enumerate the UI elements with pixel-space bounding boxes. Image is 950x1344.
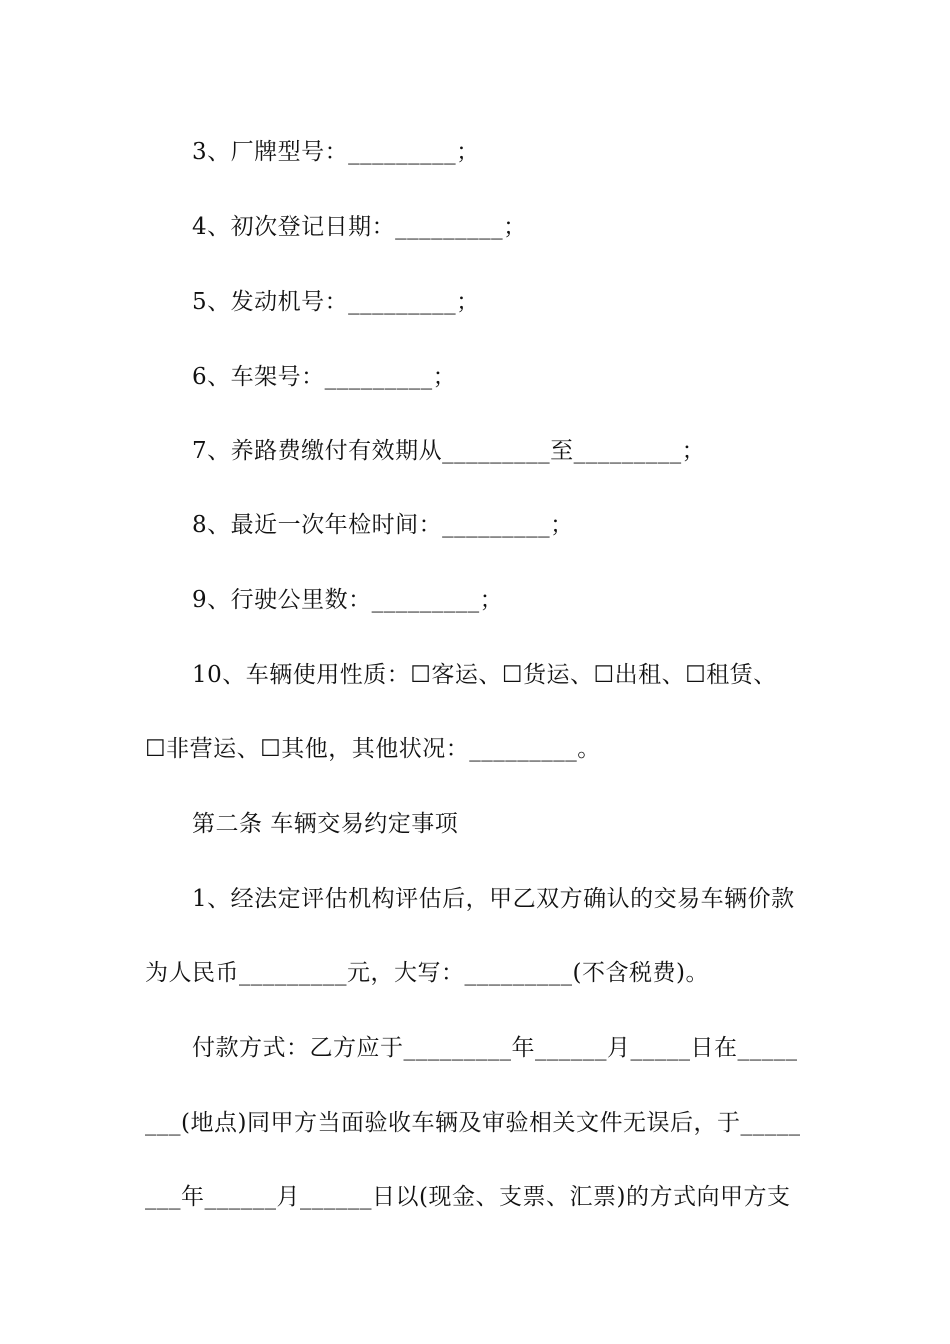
payment-method: 付款方式：乙方应于_________年______月_____日在_____ [192,1035,798,1061]
item-last-inspection: 8、最近一次年检时间：_________； [192,512,574,538]
item-engine-number: 5、发动机号：_________； [192,289,480,315]
item-brand-model: 3、厂牌型号：_________； [192,139,480,165]
item-frame-number: 6、车架号：_________； [192,364,457,390]
item-road-fee-validity: 7、养路费缴付有效期从_________至_________； [192,438,706,464]
section-heading-article-2: 第二条 车辆交易约定事项 [192,811,459,837]
item-mileage: 9、行驶公里数：_________； [192,587,504,613]
item-first-registration: 4、初次登记日期：_________； [192,214,527,240]
payment-method-cont-1: ___(地点)同甲方当面验收车辆及审验相关文件无误后，于_____ [145,1110,801,1136]
item-usage-nature: 10、车辆使用性质：☐客运、☐货运、☐出租、☐租赁、 [192,662,777,688]
item-usage-nature-cont: ☐非营运、☐其他，其他状况：_________。 [145,736,601,762]
clause-1-price: 1、经法定评估机构评估后，甲乙双方确认的交易车辆价款 [192,886,795,912]
payment-method-cont-2: ___年______月______日以(现金、支票、汇票)的方式向甲方支 [145,1184,791,1210]
clause-1-price-cont: 为人民币_________元，大写：_________(不含税费)。 [145,960,709,986]
